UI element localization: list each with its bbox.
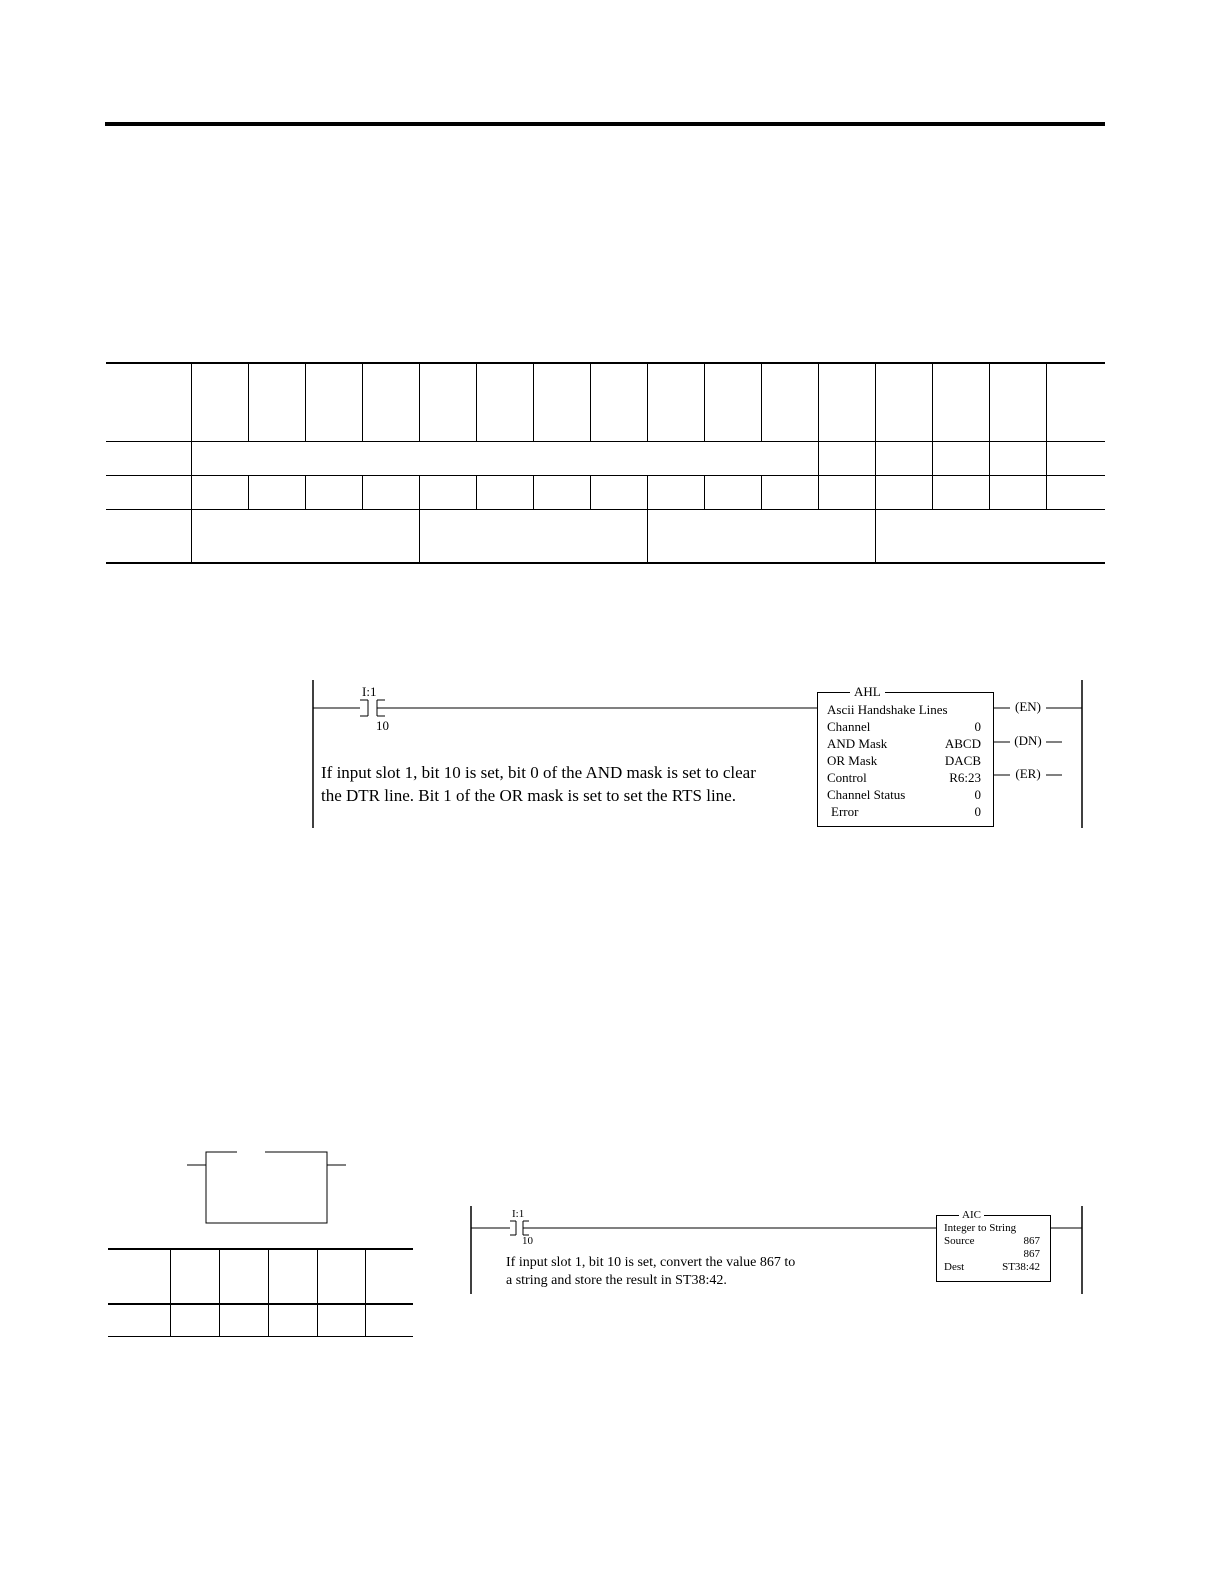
coil-label: ER	[1019, 766, 1037, 781]
contact-bit: 10	[522, 1235, 533, 1247]
param-value: DACB	[944, 753, 981, 768]
rung-comment-line: If input slot 1, bit 10 is set, bit 0 of the AND mask is set to clear	[321, 763, 756, 782]
param-label: Channel	[827, 719, 871, 734]
param-label: Error	[831, 804, 859, 819]
param-row	[827, 753, 981, 770]
rung-comment-line: If input slot 1, bit 10 is set, convert the value 867 to	[506, 1255, 796, 1270]
coil-label: DN	[1018, 733, 1038, 748]
instruction-title: Ascii Handshake Lines	[827, 702, 948, 717]
param-value: ST38:42	[1002, 1261, 1040, 1273]
operand-table	[108, 1248, 413, 1337]
param-label: Dest	[944, 1261, 965, 1273]
param-value: 0	[974, 719, 981, 734]
instruction-title: Integer to String	[944, 1222, 1017, 1234]
output-coil-dn[interactable]: (DN)	[1014, 733, 1042, 748]
rung-comment-line: a string and store the result in ST38:42.	[506, 1273, 727, 1288]
param-row	[944, 1248, 1040, 1261]
contact-address: I:1	[362, 684, 377, 699]
param-value: R6:23	[949, 770, 981, 785]
param-value: 0	[974, 787, 981, 802]
output-coil-en[interactable]: (EN)	[1014, 699, 1042, 714]
instruction-params	[827, 719, 981, 821]
aic-instruction-block[interactable]	[936, 1209, 1051, 1282]
output-coil-er[interactable]: (ER)	[1015, 766, 1041, 781]
instruction-params	[944, 1235, 1040, 1274]
param-row	[827, 719, 981, 736]
param-value: 867	[1023, 1248, 1040, 1260]
param-label: Source	[944, 1235, 975, 1247]
rung-comment-line: the DTR line. Bit 1 of the OR mask is set to set the RTS line.	[321, 786, 736, 805]
param-row	[827, 736, 981, 753]
param-value: 0	[974, 804, 981, 819]
rung-comment	[506, 1254, 795, 1290]
param-label: Channel Status	[827, 787, 906, 802]
param-row	[827, 787, 981, 804]
contact-bit: 10	[376, 718, 389, 733]
param-row	[944, 1261, 1040, 1274]
instruction-mnemonic: AHL	[850, 684, 885, 700]
ahl-instruction-block[interactable]	[817, 684, 994, 827]
param-value: 867	[1023, 1235, 1040, 1247]
param-row	[827, 770, 981, 787]
param-value: ABCD	[944, 736, 981, 751]
param-row	[944, 1235, 1040, 1248]
coil-label: EN	[1019, 699, 1037, 714]
contact-address: I:1	[512, 1208, 525, 1220]
param-label: OR Mask	[827, 753, 878, 768]
param-label: Control	[827, 770, 867, 785]
instruction-mnemonic: AIC	[959, 1209, 984, 1221]
param-row	[827, 804, 981, 821]
param-label: AND Mask	[827, 736, 888, 751]
rung-comment	[321, 761, 756, 807]
